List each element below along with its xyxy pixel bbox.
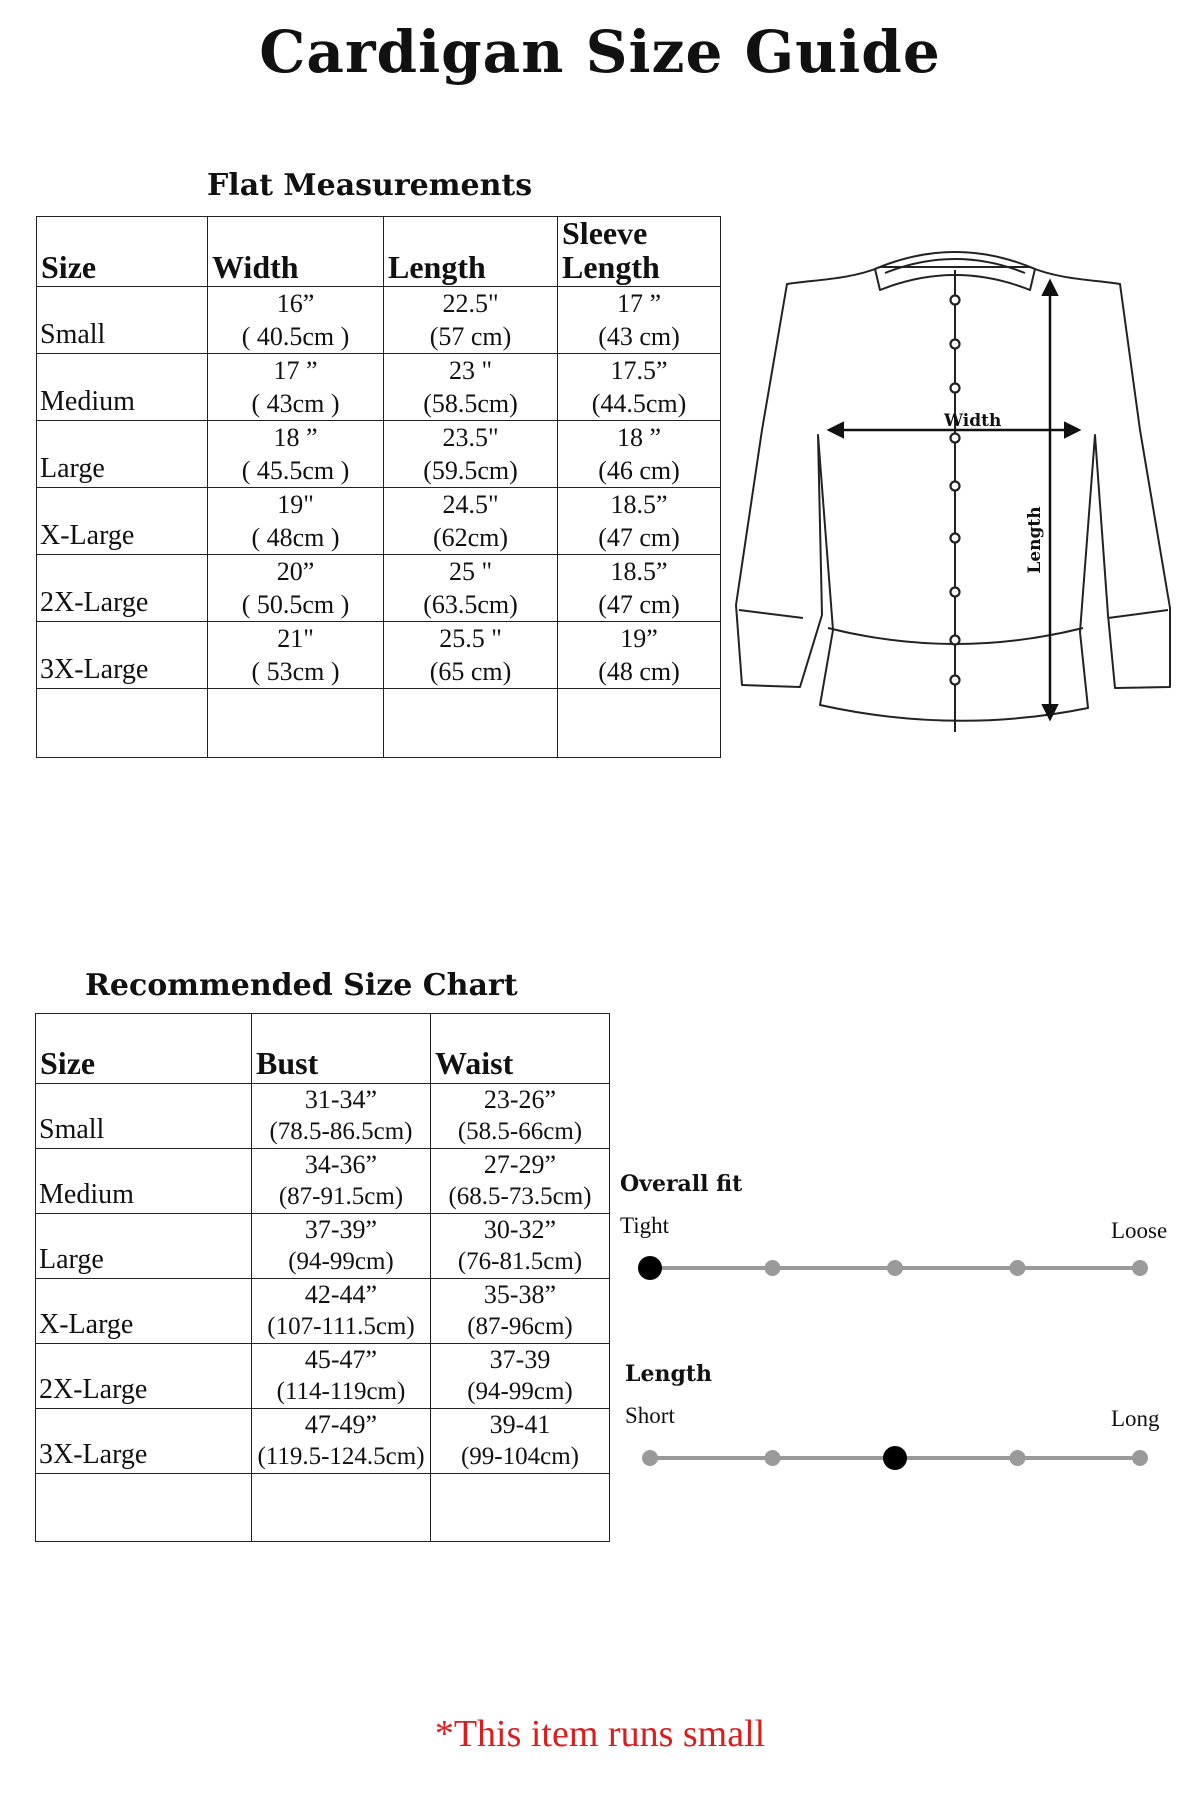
flat-measurements-title: Flat Measurements [207, 168, 533, 203]
table-row [36, 1279, 610, 1344]
sleeve-cell [558, 555, 721, 622]
width-cell-line1: 19" [277, 490, 314, 520]
length-cell-line2: (57 cm) [429, 322, 512, 352]
sleeve-cell-line1: 19” [620, 624, 658, 654]
empty-cell [252, 1474, 431, 1542]
length-cell [384, 287, 558, 354]
width-cell-line2: ( 43cm ) [251, 389, 340, 419]
bust-cell-line1: 31-34” [304, 1085, 378, 1114]
bust-cell-line2: (87-91.5cm) [278, 1183, 404, 1210]
length-cell [384, 555, 558, 622]
table-row [36, 1149, 610, 1214]
length-cell [384, 622, 558, 689]
overall-fit-title: Overall fit [620, 1171, 743, 1197]
header-sleeve-line2: Length [562, 248, 660, 285]
right-cuff-line [1108, 610, 1168, 618]
bust-cell-line1: 37-39” [304, 1215, 378, 1244]
scale-point [765, 1450, 781, 1466]
header-bust: Bust [252, 1014, 431, 1084]
cardigan-body-outline [736, 267, 1170, 721]
table-row-empty [36, 1474, 610, 1542]
bust-cell [252, 1214, 431, 1279]
size-cell: Medium [36, 1149, 252, 1214]
length-fit-right-label: Long [1111, 1406, 1160, 1431]
scale-point [1132, 1450, 1148, 1466]
header-sleeve-line1: Sleeve [562, 215, 648, 251]
waist-cell-line1: 23-26” [483, 1085, 557, 1114]
header-width: Width [208, 217, 384, 287]
length-cell-line2: (63.5cm) [423, 590, 518, 620]
header-size: Size [37, 217, 208, 287]
sleeve-cell-line1: 18.5” [610, 490, 668, 520]
length-cell-line1: 24.5" [442, 490, 499, 520]
cardigan-button [951, 588, 960, 597]
width-cell [208, 287, 384, 354]
waist-cell [431, 1279, 610, 1344]
size-cell: Small [36, 1084, 252, 1149]
empty-cell [36, 1474, 252, 1542]
cardigan-button [951, 636, 960, 645]
size-cell: 3X-Large [36, 1409, 252, 1474]
bust-cell-line2: (78.5-86.5cm) [269, 1118, 413, 1145]
table-row [37, 354, 721, 421]
cardigan-button [951, 384, 960, 393]
sleeve-cell-line2: (47 cm) [598, 590, 680, 620]
table-row [36, 1214, 610, 1279]
table-row [37, 421, 721, 488]
length-cell [384, 421, 558, 488]
scale-point-selected [638, 1256, 662, 1280]
sleeve-cell [558, 488, 721, 555]
sleeve-cell-line2: (43 cm) [598, 322, 680, 352]
cardigan-button [951, 534, 960, 543]
bust-cell-line1: 42-44” [304, 1280, 378, 1309]
table-row [37, 622, 721, 689]
waist-cell [431, 1084, 610, 1149]
waist-cell-line1: 30-32” [483, 1215, 557, 1244]
length-cell-line2: (65 cm) [429, 657, 512, 687]
table-row [37, 488, 721, 555]
bust-cell [252, 1344, 431, 1409]
scale-point [1132, 1260, 1148, 1276]
length-cell [384, 488, 558, 555]
bust-cell-line2: (114-119cm) [276, 1378, 406, 1405]
bust-cell-line2: (119.5-124.5cm) [257, 1443, 425, 1470]
width-cell-line2: ( 48cm ) [251, 523, 340, 553]
empty-cell [37, 689, 208, 758]
scale-point [1010, 1260, 1026, 1276]
cardigan-button [951, 296, 960, 305]
width-cell-line1: 18 ” [273, 423, 318, 453]
scale-point [765, 1260, 781, 1276]
width-label: Width [944, 411, 1002, 431]
table-row [36, 1409, 610, 1474]
waist-cell-line2: (99-104cm) [460, 1443, 580, 1470]
sleeve-cell-line1: 18.5” [610, 557, 668, 587]
empty-cell [431, 1474, 610, 1542]
length-cell-line1: 25.5 " [439, 624, 502, 654]
sleeve-cell [558, 622, 721, 689]
header-sleeve-length [558, 217, 721, 287]
scale-point [887, 1260, 903, 1276]
bust-cell-line1: 34-36” [304, 1150, 378, 1179]
width-cell [208, 354, 384, 421]
header-length: Length [384, 217, 558, 287]
length-cell [384, 354, 558, 421]
waist-cell-line1: 39-41 [489, 1410, 551, 1439]
length-cell-line2: (62cm) [432, 523, 509, 553]
bust-cell-line1: 45-47” [304, 1345, 378, 1374]
waist-cell-line2: (87-96cm) [467, 1313, 573, 1340]
recommended-size-title: Recommended Size Chart [85, 968, 518, 1003]
bust-cell-line2: (107-111.5cm) [267, 1313, 415, 1340]
waist-cell-line2: (76-81.5cm) [457, 1248, 583, 1275]
width-cell-line2: ( 50.5cm ) [241, 590, 350, 620]
length-cell-line1: 22.5" [442, 289, 499, 319]
waist-cell [431, 1149, 610, 1214]
length-cell-line1: 25 " [448, 557, 493, 587]
sleeve-cell [558, 354, 721, 421]
header-waist: Waist [431, 1014, 610, 1084]
waist-cell [431, 1409, 610, 1474]
cardigan-diagram [730, 240, 1180, 750]
size-cell: 2X-Large [36, 1344, 252, 1409]
bust-cell [252, 1084, 431, 1149]
waist-cell-line2: (68.5-73.5cm) [448, 1183, 592, 1210]
size-cell: Small [37, 287, 208, 354]
sleeve-cell-line1: 17 ” [616, 289, 662, 319]
waist-cell-line1: 37-39 [489, 1345, 551, 1374]
width-cell-line2: ( 53cm ) [251, 657, 340, 687]
left-cuff-line [739, 610, 803, 618]
sleeve-cell [558, 287, 721, 354]
size-cell: X-Large [37, 488, 208, 555]
size-cell: Large [37, 421, 208, 488]
bust-cell [252, 1409, 431, 1474]
width-cell [208, 555, 384, 622]
sleeve-cell-line1: 18 ” [616, 423, 662, 453]
width-cell [208, 622, 384, 689]
size-cell: 2X-Large [37, 555, 208, 622]
sleeve-cell-line2: (47 cm) [598, 523, 680, 553]
empty-cell [558, 689, 721, 758]
overall-fit-right-label: Loose [1111, 1218, 1168, 1243]
scale-point [642, 1450, 658, 1466]
size-cell: Medium [37, 354, 208, 421]
recommended-size-table [35, 1013, 610, 1542]
waist-cell [431, 1214, 610, 1279]
size-cell: 3X-Large [37, 622, 208, 689]
length-fit-title: Length [625, 1361, 713, 1387]
scale-point [1010, 1450, 1026, 1466]
width-cell-line2: ( 40.5cm ) [241, 322, 350, 352]
cardigan-button [951, 434, 960, 443]
sleeve-cell-line1: 17.5” [610, 356, 668, 386]
sleeve-cell-line2: (48 cm) [598, 657, 680, 687]
table-row [37, 287, 721, 354]
cardigan-button [951, 676, 960, 685]
page-title: Cardigan Size Guide [259, 18, 941, 86]
cardigan-button [951, 340, 960, 349]
waist-cell-line2: (94-99cm) [467, 1378, 573, 1405]
width-cell-line1: 21" [277, 624, 314, 654]
length-cell-line1: 23.5" [442, 423, 499, 453]
waist-cell-line2: (58.5-66cm) [457, 1118, 583, 1145]
overall-fit-scale [620, 1246, 1180, 1286]
width-cell-line2: ( 45.5cm ) [241, 456, 350, 486]
width-cell-line1: 20” [276, 557, 315, 587]
empty-cell [384, 689, 558, 758]
table-row [37, 555, 721, 622]
empty-cell [208, 689, 384, 758]
bust-cell [252, 1279, 431, 1344]
sleeve-cell-line2: (46 cm) [598, 456, 680, 486]
length-cell-line2: (58.5cm) [423, 389, 518, 419]
width-cell-line1: 17 ” [273, 356, 318, 386]
length-fit-scale [620, 1436, 1180, 1476]
bust-cell-line1: 47-49” [304, 1410, 378, 1439]
scale-point-selected [883, 1446, 907, 1470]
waist-cell-line1: 27-29” [483, 1150, 557, 1179]
length-cell-line2: (59.5cm) [423, 456, 518, 486]
bust-cell-line2: (94-99cm) [288, 1248, 394, 1275]
overall-fit-left-label: Tight [620, 1213, 670, 1238]
header-size: Size [36, 1014, 252, 1084]
sleeve-cell-line2: (44.5cm) [591, 389, 687, 419]
sleeve-cell [558, 421, 721, 488]
length-fit-left-label: Short [625, 1403, 675, 1428]
runs-small-note: *This item runs small [434, 1713, 766, 1755]
flat-measurements-table [36, 216, 721, 758]
table-row-empty [37, 689, 721, 758]
length-label: Length [1025, 506, 1045, 574]
cardigan-button [951, 482, 960, 491]
width-cell [208, 488, 384, 555]
waist-cell [431, 1344, 610, 1409]
length-cell-line1: 23 " [448, 356, 493, 386]
waist-cell-line1: 35-38” [483, 1280, 557, 1309]
width-cell [208, 421, 384, 488]
table-row [36, 1344, 610, 1409]
table-row [36, 1084, 610, 1149]
size-cell: Large [36, 1214, 252, 1279]
bust-cell [252, 1149, 431, 1214]
width-cell-line1: 16” [276, 289, 315, 319]
size-cell: X-Large [36, 1279, 252, 1344]
